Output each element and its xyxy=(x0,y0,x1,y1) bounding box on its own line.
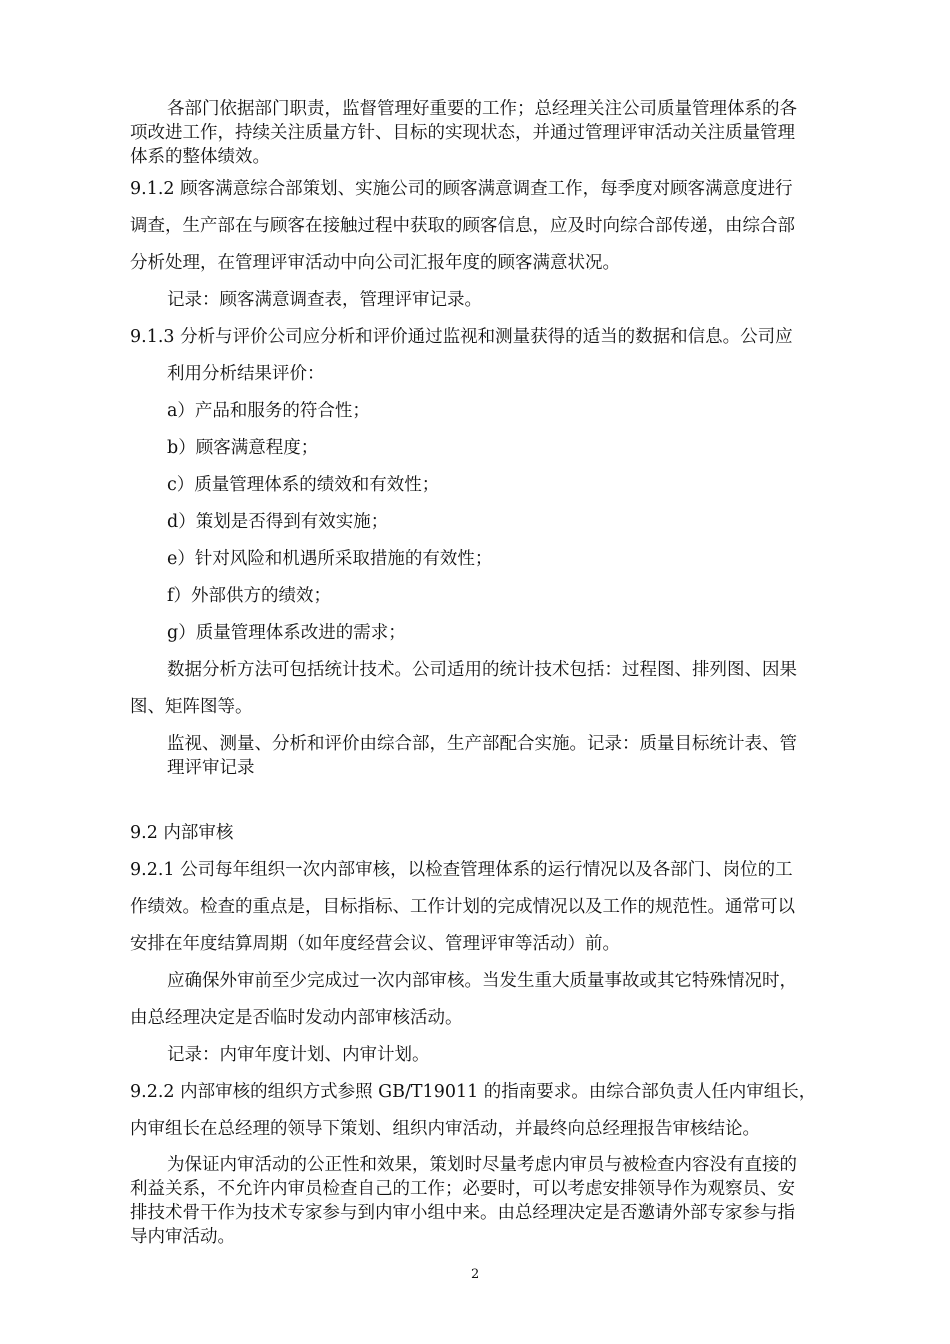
text-line: 9.1.2 顾客满意综合部策划、实施公司的顾客满意调查工作，每季度对顾客满意度进行 xyxy=(130,179,793,199)
text-line: 利用分析结果评价： xyxy=(167,364,325,384)
text-line: 排技术骨干作为技术专家参与到内审小组中来。由总经理决定是否邀请外部专家参与指 xyxy=(130,1203,795,1223)
text-line: 理评审记录 xyxy=(167,758,255,778)
text-line: 图、矩阵图等。 xyxy=(130,697,253,717)
text-line: 导内审活动。 xyxy=(130,1227,235,1247)
text-line: 数据分析方法可包括统计技术。公司适用的统计技术包括：过程图、排列图、因果 xyxy=(167,660,797,680)
text-line: 9.2.2 内部审核的组织方式参照 GB/T19011 的指南要求。由综合部负责人任内审组长， xyxy=(130,1082,817,1102)
section-heading: 9.2 内部审核 xyxy=(130,823,234,843)
text-line: 监视、测量、分析和评价由综合部，生产部配合实施。记录：质量目标统计表、管 xyxy=(167,734,797,754)
text-line: 记录：顾客满意调查表，管理评审记录。 xyxy=(167,290,482,310)
text-line: 应确保外审前至少完成过一次内部审核。当发生重大质量事故或其它特殊情况时， xyxy=(167,971,797,991)
text-line: 利益关系，不允许内审员检查自己的工作；必要时，可以考虑安排领导作为观察员、安 xyxy=(130,1179,795,1199)
text-line: c）质量管理体系的绩效和有效性； xyxy=(167,475,440,495)
text-line: 分析处理，在管理评审活动中向公司汇报年度的顾客满意状况。 xyxy=(130,253,620,273)
text-line: 体系的整体绩效。 xyxy=(130,147,270,167)
text-line: 调查，生产部在与顾客在接触过程中获取的顾客信息，应及时向综合部传递，由综合部 xyxy=(130,216,795,236)
text-line: a）产品和服务的符合性； xyxy=(167,401,370,421)
text-line: b）顾客满意程度； xyxy=(167,438,319,458)
text-line: 各部门依据部门职责，监督管理好重要的工作；总经理关注公司质量管理体系的各 xyxy=(167,99,797,119)
text-line: 安排在年度结算周期（如年度经营会议、管理评审等活动）前。 xyxy=(130,934,620,954)
text-line: 记录：内审年度计划、内审计划。 xyxy=(167,1045,430,1065)
text-line: 项改进工作，持续关注质量方针、目标的实现状态，并通过管理评审活动关注质量管理 xyxy=(130,123,795,143)
text-line: 9.1.3 分析与评价公司应分析和评价通过监视和测量获得的适当的数据和信息。公司应 xyxy=(130,327,793,347)
text-line: 作绩效。检查的重点是，目标指标、工作计划的完成情况以及工作的规范性。通常可以 xyxy=(130,897,795,917)
text-line: 内审组长在总经理的领导下策划、组织内审活动，并最终向总经理报告审核结论。 xyxy=(130,1119,760,1139)
text-line: 9.2.1 公司每年组织一次内部审核，以检查管理体系的运行情况以及各部门、岗位的工 xyxy=(130,860,793,880)
text-line: 为保证内审活动的公正性和效果，策划时尽量考虑内审员与被检查内容没有直接的 xyxy=(167,1155,797,1175)
text-line: g）质量管理体系改进的需求； xyxy=(167,623,406,643)
text-line: 由总经理决定是否临时发动内部审核活动。 xyxy=(130,1008,463,1028)
page-number: 2 xyxy=(471,1267,480,1282)
text-line: e）针对风险和机遇所采取措施的有效性； xyxy=(167,549,493,569)
text-line: f）外部供方的绩效； xyxy=(167,586,331,606)
text-line: d）策划是否得到有效实施； xyxy=(167,512,389,532)
